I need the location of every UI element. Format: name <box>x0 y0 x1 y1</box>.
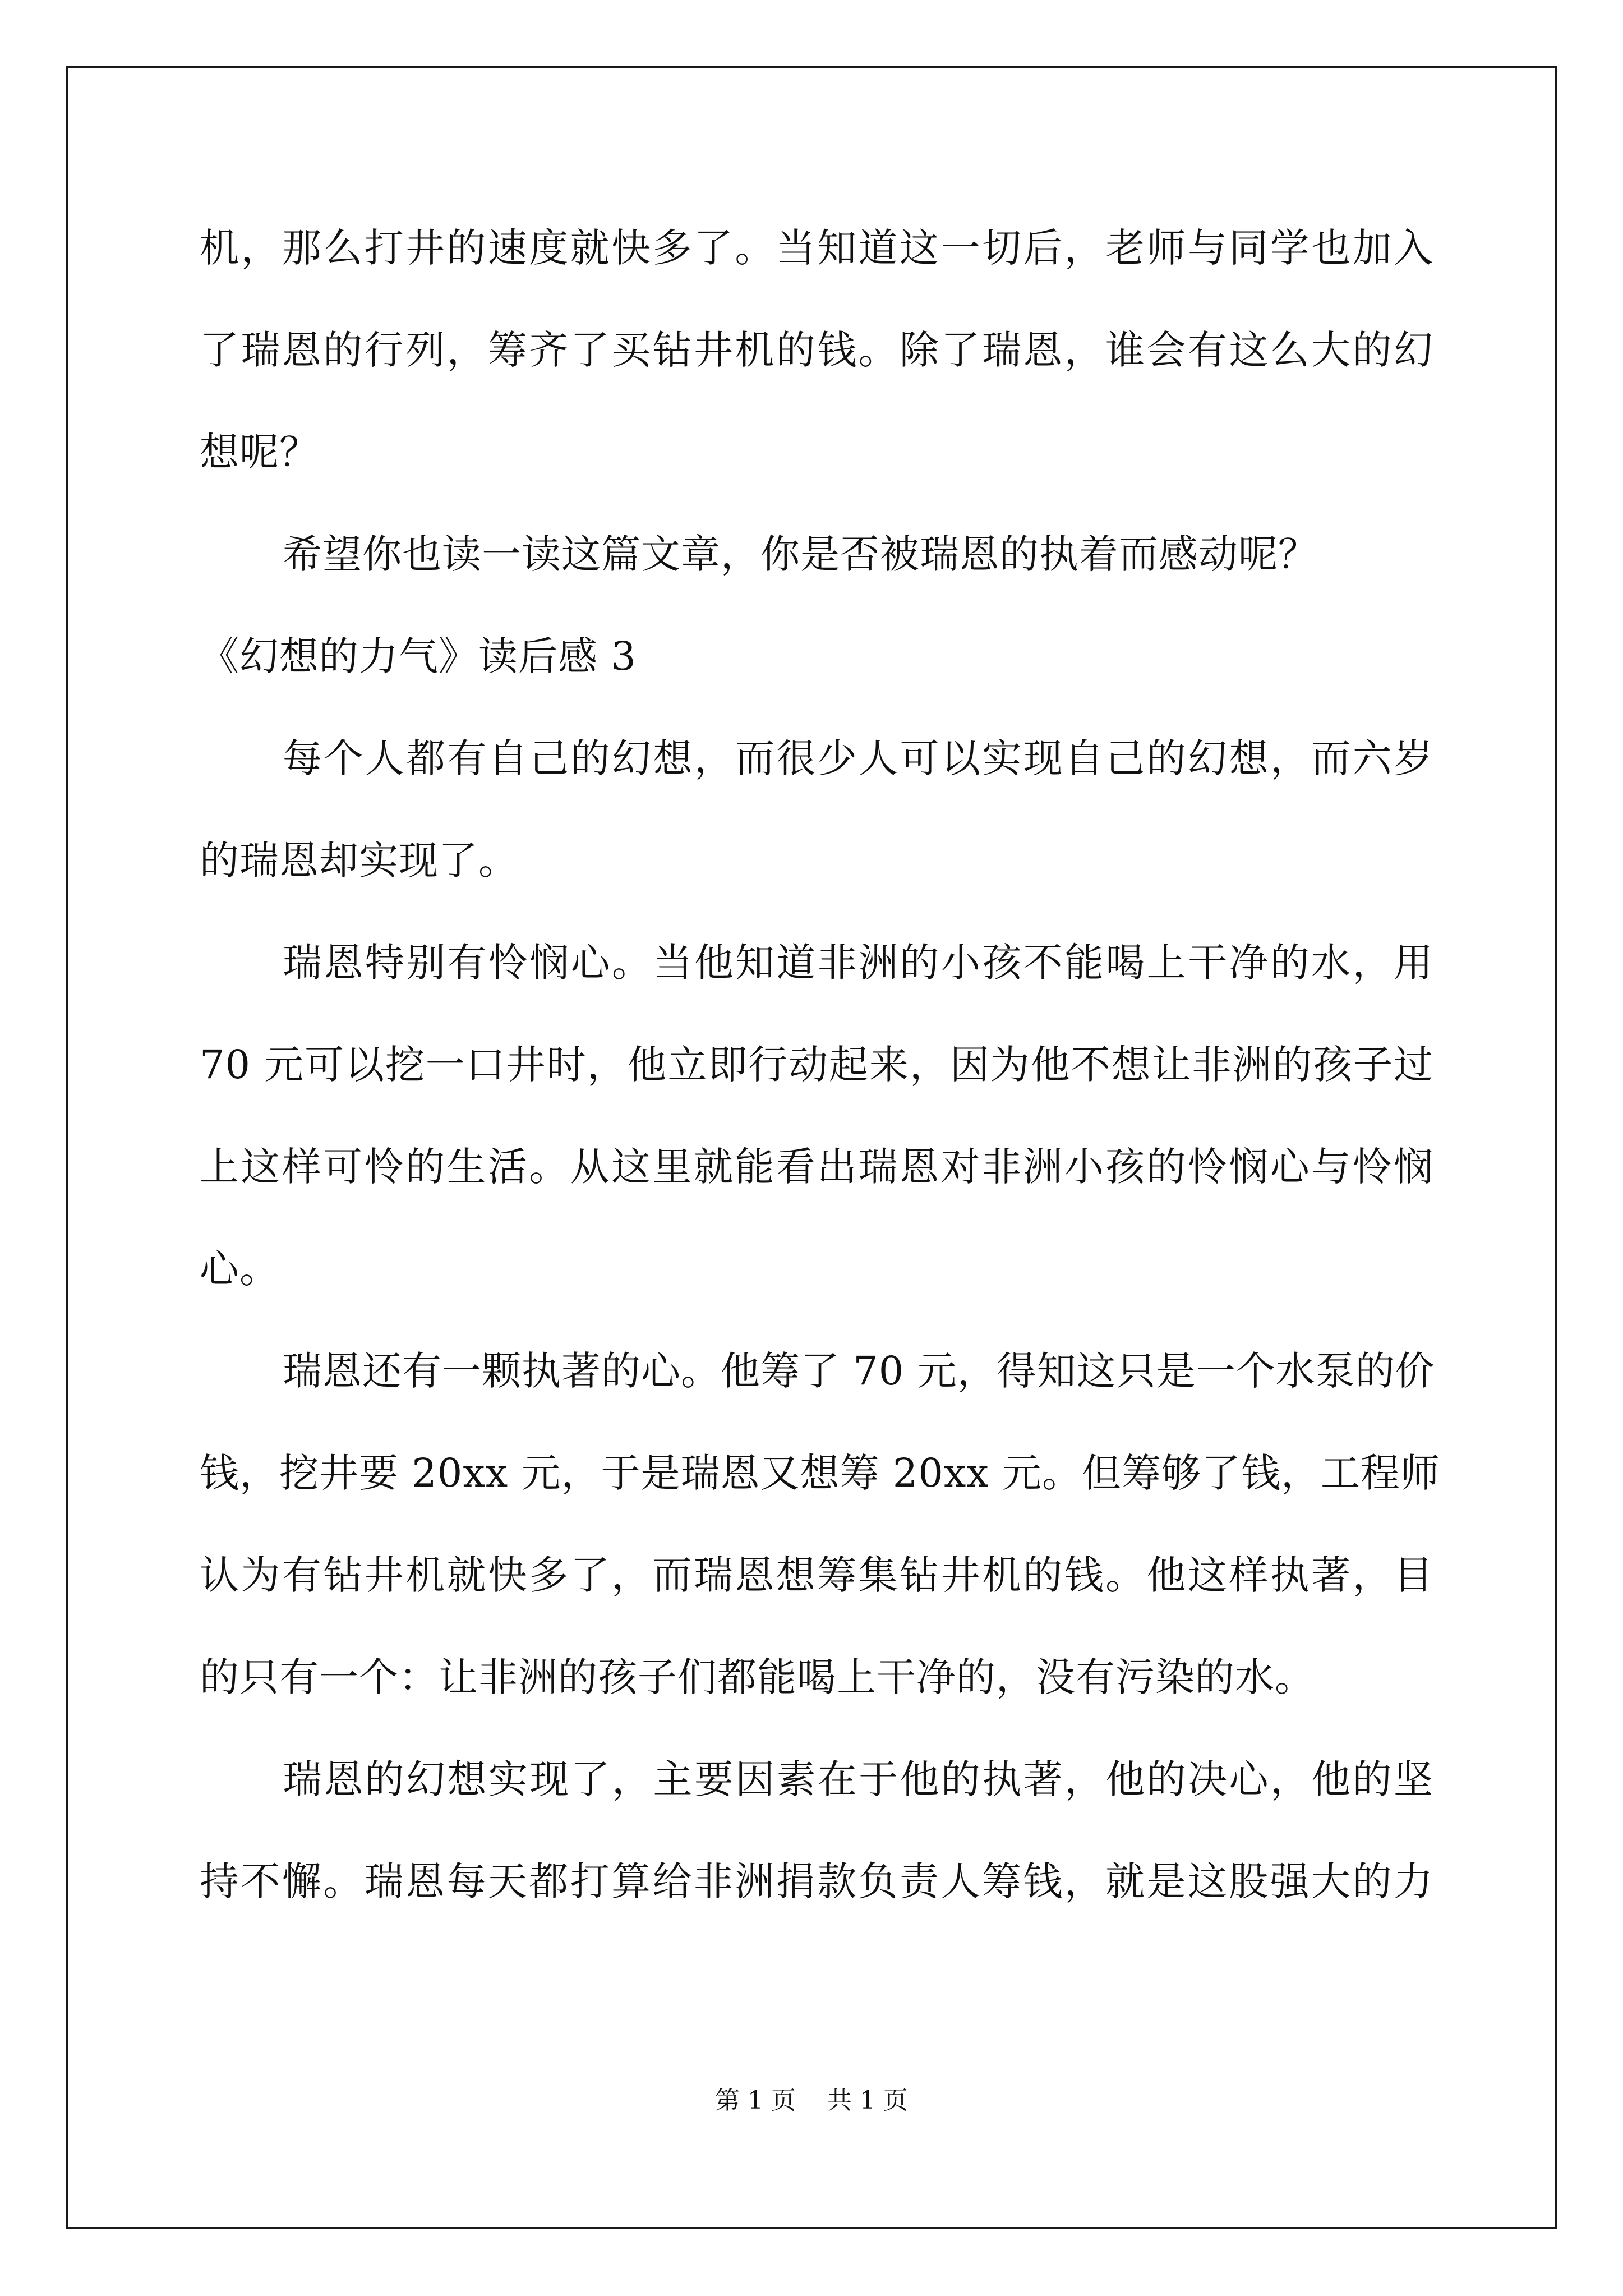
body-line: 的瑞恩却实现了。 <box>200 838 518 884</box>
body-line: 的只有一个：让非洲的孩子们都能喝上干净的，没有污染的水。 <box>200 1654 1315 1700</box>
page-number: 第 1 页 共 1 页 <box>715 2086 908 2115</box>
paragraph-line: 每个人都有自己的幻想，而很少人可以实现自己的幻想，而六岁 <box>283 735 1433 781</box>
paragraph-line: 希望你也读一读这篇文章，你是否被瑞恩的执着而感动呢？ <box>283 531 1318 577</box>
body-line: 钱，挖井要 20xx 元，于是瑞恩又想筹 20xx 元。但筹够了钱，工程师 <box>200 1450 1441 1496</box>
body-line: 70 元可以挖一口井时，他立即行动起来，因为他不想让非洲的孩子过 <box>200 1042 1433 1088</box>
section-heading: 《幻想的力气》读后感 3 <box>200 633 637 679</box>
paragraph-line: 瑞恩还有一颗执著的心。他筹了 70 元，得知这只是一个水泵的价 <box>283 1348 1435 1394</box>
body-line: 持不懈。瑞恩每天都打算给非洲捐款负责人筹钱，就是这股强大的力 <box>200 1858 1433 1904</box>
body-line: 心。 <box>200 1246 279 1292</box>
body-line: 了瑞恩的行列，筹齐了买钻井机的钱。除了瑞恩，谁会有这么大的幻 <box>200 327 1433 373</box>
body-line: 想呢？ <box>200 429 319 475</box>
paragraph-line: 瑞恩特别有怜悯心。当他知道非洲的小孩不能喝上干净的水，用 <box>283 940 1433 986</box>
body-line: 上这样可怜的生活。从这里就能看出瑞恩对非洲小孩的怜悯心与怜悯 <box>200 1144 1433 1190</box>
body-line: 机，那么打井的速度就快多了。当知道这一切后，老师与同学也加入 <box>200 225 1433 271</box>
body-line: 认为有钻井机就快多了，而瑞恩想筹集钻井机的钱。他这样执著，目 <box>200 1552 1433 1598</box>
paragraph-line: 瑞恩的幻想实现了，主要因素在于他的执著，他的决心，他的坚 <box>283 1756 1433 1802</box>
